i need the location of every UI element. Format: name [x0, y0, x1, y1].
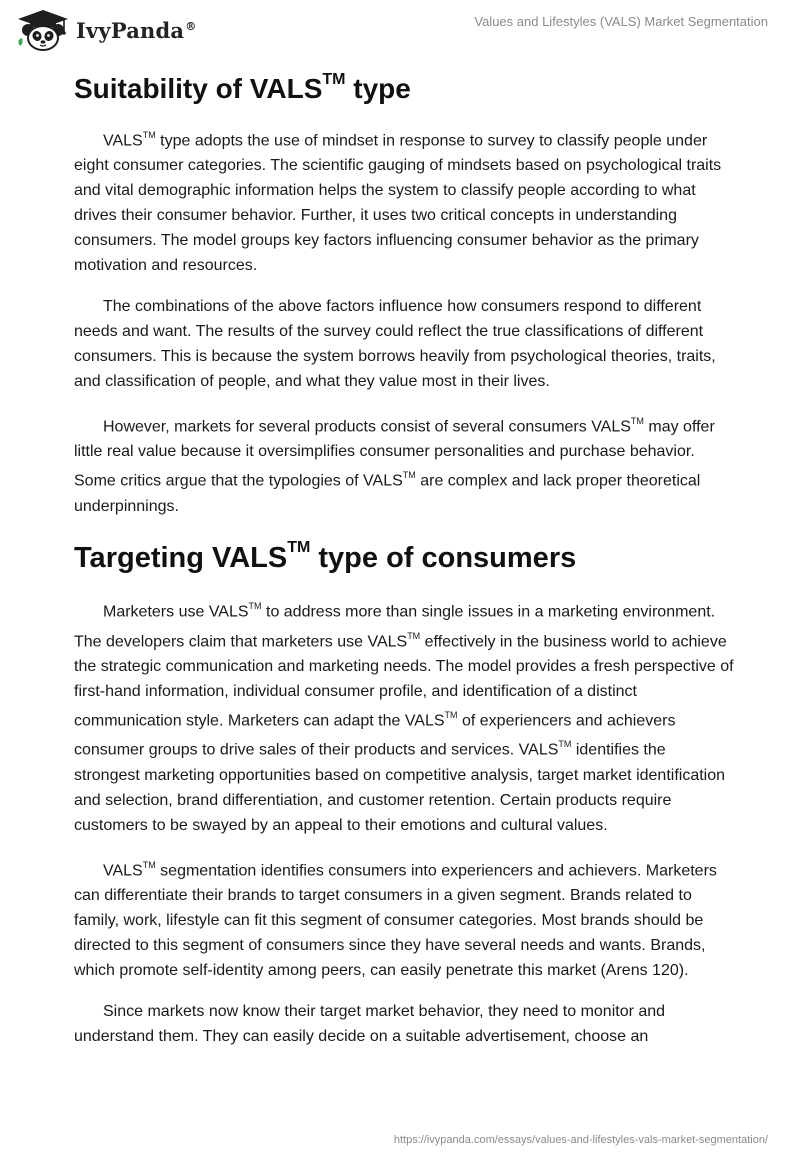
paragraph: The combinations of the above factors influence how consumers respond to different needs and want. The results of the survey could reflect the true classifications of different consumers. This is because the system borrows heavily from psychological theories, traits, and classification of people, and what they value most in their lives.: [74, 297, 716, 390]
paragraph: VALS™ segmentation identifies consumers into experiencers and achievers. Marketers can differentiate their brands to target consumers in a given segment. Brands related to family, work, lifestyle can fit this segment of consumer categories. Most brands should be directed to this segment of consumers since they have several needs and wants. Brands, which promote self-identity among peers, can easily penetrate this market (Arens 120).: [74, 859, 717, 980]
ivypanda-logo[interactable]: [14, 8, 196, 52]
document-title: Values and Lifestyles (VALS) Market Segmentation: [474, 14, 768, 29]
panda-graduation-icon: [14, 8, 72, 52]
essay-body: [74, 72, 734, 1065]
paragraph: VALS™ type adopts the use of mindset in response to survey to classify people under eight consumer categories. The scientific gauging of mindsets based on psychological traits and vital demographic information helps the system to classify people according to what drives their consumer behavior. Further, it uses two critical concepts in understanding consumers. The model groups key factors influencing consumer behavior as the primary motivation and resources.: [74, 129, 722, 274]
brand-name: IvyPanda®: [76, 17, 197, 43]
section-heading-suitability: Suitability of VALS™ type: [74, 70, 411, 104]
paragraph: However, markets for several products consist of several consumers VALS™ may offer little real value because it oversimplifies consumer personalities and purchase behavior. Some critics argue that the typologies of VALS™ are complex and lack proper theoretical underpinnings.: [74, 415, 715, 515]
source-url[interactable]: https://ivypanda.com/essays/values-and-lifestyles-vals-market-segmentation/: [393, 1134, 768, 1146]
page-header: [0, 0, 800, 60]
section-heading-targeting: Targeting VALS™ type of consumers: [74, 538, 577, 574]
paragraph: Since markets now know their target market behavior, they need to monitor and understand them. They can easily decide on a suitable advertisement, choose an: [74, 1003, 666, 1046]
paragraph: Marketers use VALS™ to address more than single issues in a marketing environment. The developers claim that marketers use VALS™ effectively in the business world to achieve the strategic communication and marketing needs. The model provides a fresh perspective of first-hand information, individual consumer profile, and identification of a distinct communication style. Marketers can adapt the VALS™ of experiencers and achievers consumer groups to drive sales of their products and services. VALS™ identifies the strongest marketing opportunities based on competitive analysis, target market identification and selection, brand differentiation, and customer retention. Certain products require customers to be swayed by an appeal to their emotions and cultural values.: [74, 601, 734, 834]
